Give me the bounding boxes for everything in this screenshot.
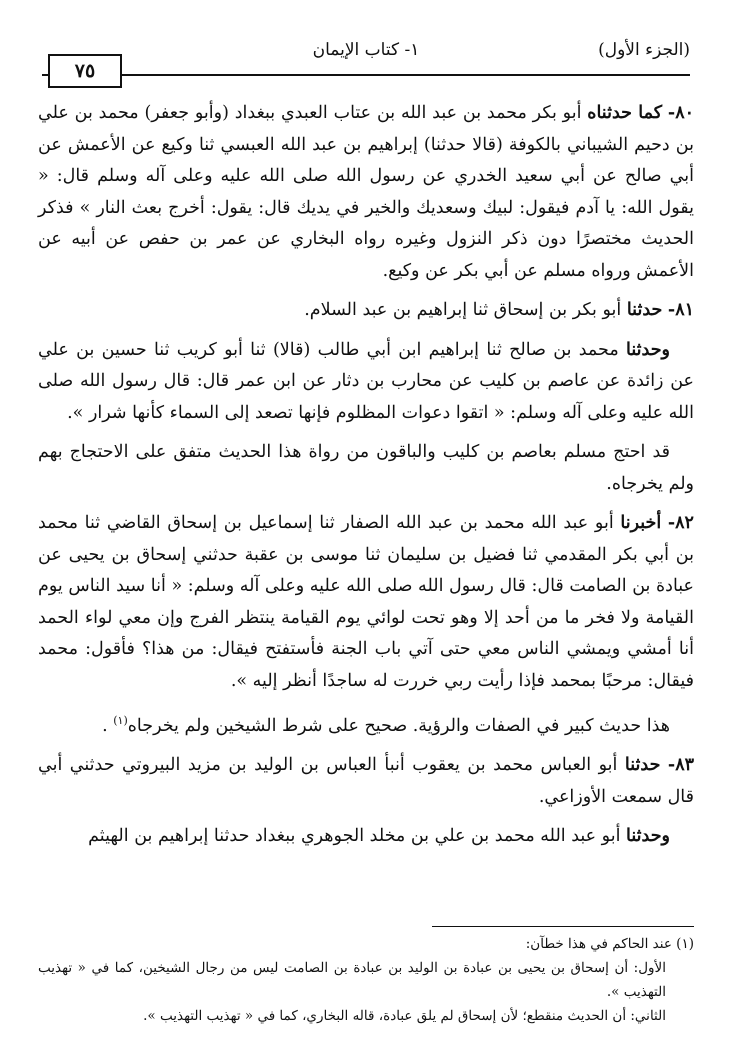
hadith-lead: كما حدثناه bbox=[587, 103, 663, 123]
hadith-number: ٨٠- bbox=[667, 103, 694, 123]
hadith-text: أبو عبد الله محمد بن علي بن مخلد الجوهري ببغداد حدثنا إبراهيم بن الهيثم bbox=[88, 826, 621, 847]
footnote-separator bbox=[432, 926, 694, 927]
hadith-81-comment: قد احتج مسلم بعاصم بن كليب والباقون من رواة هذا الحديث متفق على الاحتجاج بهم ولم يخرجاه. bbox=[38, 442, 694, 494]
hadith-number: ٨٢- bbox=[667, 513, 694, 533]
hadith-81 bbox=[38, 295, 694, 327]
hadith-lead: أخبرنا bbox=[620, 513, 662, 533]
hadith-82 bbox=[38, 508, 694, 697]
hadith-number: ٨١- bbox=[667, 300, 694, 320]
hadith-text: محمد بن صالح ثنا إبراهيم ابن أبي طالب (قالا) ثنا أبو كريب ثنا حسين بن علي عن زائدة عن عاصم بن كليب عن محارب بن دثار عن ابن عمر قال: قال رسول الله صلى الله عليه وعلى آله وسلم: « اتقوا دعوات المظلوم فإنها تصعد إلى السماء كأنها شرار ». bbox=[38, 339, 694, 423]
hadith-lead: حدثنا bbox=[626, 300, 663, 320]
footnotes bbox=[38, 932, 694, 1028]
hadith-text: أبو العباس محمد بن يعقوب أنبأ العباس بن الوليد بن مزيد البيروتي حدثني أبي قال سمعت الأوزاعي. bbox=[38, 755, 694, 807]
footnote-second: الثاني: أن الحديث منقطع؛ لأن إسحاق لم يلق عبادة، قاله البخاري، كما في « تهذيب التهذيب ». bbox=[143, 1008, 666, 1024]
hadith-lead: وحدثنا bbox=[626, 339, 670, 360]
hadith-lead: حدثنا bbox=[624, 755, 661, 776]
running-header bbox=[42, 38, 690, 82]
comment-text: هذا حديث كبير في الصفات والرؤية. صحيح على شرط الشيخين ولم يخرجاه bbox=[127, 715, 670, 736]
volume-label: (الجزء الأول) bbox=[598, 40, 690, 60]
footnote-marker: (١) bbox=[113, 714, 128, 727]
hadith-82-comment: هذا حديث كبير في الصفات والرؤية. صحيح على شرط الشيخين ولم يخرجاه$^{(١)}$ . bbox=[102, 714, 670, 736]
footnote-intro: (١) عند الحاكم في هذا خطآن: bbox=[525, 936, 694, 952]
hadith-lead: وحدثنا bbox=[626, 826, 670, 847]
hadith-81-second-chain bbox=[38, 335, 694, 430]
page-number: ٧٥ bbox=[74, 60, 96, 82]
hadith-number: ٨٣- bbox=[667, 755, 694, 776]
hadith-text: أبو بكر بن إسحاق ثنا إبراهيم بن عبد السلام. bbox=[304, 300, 622, 320]
hadith-80 bbox=[38, 98, 694, 287]
footnote-first: الأول: أن إسحاق بن يحيى بن عبادة بن الوليد بن عبادة بن الصامت ليس من رجال الشيخين، كما في « تهذيب التهذيب ». bbox=[38, 960, 666, 1000]
main-text bbox=[38, 98, 694, 861]
hadith-text: أبو عبد الله محمد بن عبد الله الصفار ثنا إسماعيل بن إسحاق القاضي ثنا محمد بن أبي بكر المقدمي ثنا فضيل بن سليمان ثنا موسى بن عقبة حدثني إسحاق بن يحيى عن عبادة بن الصامت قال: قال رسول الله صلى الله عليه وعلى آله وسلم: « أنا سيد الناس يوم القيامة ولا فخر ما من أحد إلا وهو تحت لوائي يوم القيامة ينتظر الفرج وإن معي لواء الحمد أنا أمشي ويمشي الناس معي حتى آتي باب الجنة فأستفتح فيقال: من هذا؟ فأقول: محمد فيقال: مرحبًا بمحمد فإذا رأيت ربي خررت له ساجدًا أنظر إليه ». bbox=[38, 513, 694, 691]
hadith-83-second-chain bbox=[38, 821, 694, 853]
hadith-83 bbox=[38, 750, 694, 813]
book-title: ١- كتاب الإيمان bbox=[312, 40, 420, 60]
hadith-text: أبو بكر محمد بن عبد الله بن عتاب العبدي ببغداد (وأبو جعفر) محمد بن علي بن دحيم الشيباني بالكوفة (قالا حدثنا) إبراهيم بن عبد الله العبسي ثنا وكيع عن الأعمش عن أبي صالح عن أبي سعيد الخدري عن رسول الله صلى الله عليه وعلى آله وسلم قال: « يقول الله: يا آدم فيقول: لبيك وسعديك والخير في يديك قال: يقول: أخرج بعث النار » فذكر الحديث مختصرًا دون ذكر النزول وغيره رواه البخاري عن عمر بن حفص عن أبيه عن الأعمش ورواه مسلم عن أبي بكر عن وكيع. bbox=[38, 103, 694, 281]
